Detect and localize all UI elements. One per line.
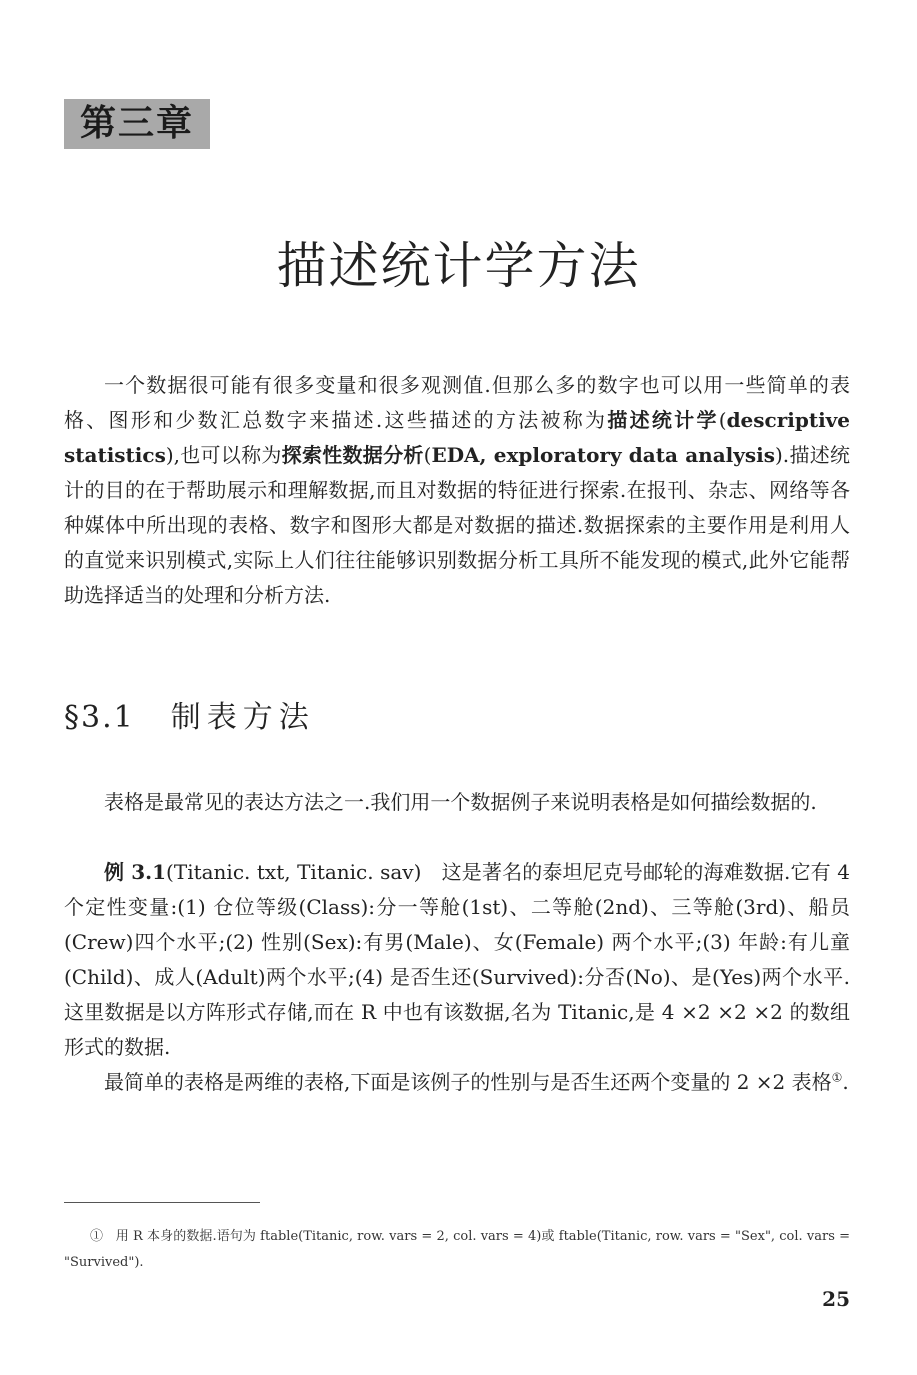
section-number: §3.1	[64, 700, 135, 735]
footnote	[64, 1224, 850, 1276]
page-number: 25	[822, 1287, 850, 1311]
example-paragraph	[64, 855, 850, 1065]
term-eda: 探索性数据分析	[281, 443, 424, 467]
footnote-reference[interactable]: ①	[831, 1070, 843, 1085]
section-heading	[64, 698, 315, 738]
term-eda-en: EDA, exploratory data analysis	[431, 443, 775, 467]
body-paragraph-1: 表格是最常见的表达方法之一.我们用一个数据例子来说明表格是如何描绘数据的.	[104, 790, 817, 814]
chapter-title: 描述统计学方法	[276, 237, 641, 295]
intro-text-5: ).描述统计的目的在于帮助展示和理解数据,而且对数据的特征进行探索.在报刊、杂志、网络等各种媒体中所出现的表格、数字和图形大都是对数据的描述.数据探索的主要作用是利用人的直觉来识别模式,实际上人们往往能够识别数据分析工具所不能发现的模式,此外它能帮助选择适当的处理和分析方法.	[64, 443, 850, 607]
term-descriptive-statistics-en: descriptive statistics	[64, 408, 851, 467]
intro-text-4: (	[423, 443, 432, 467]
example-label: 例 3.1	[104, 860, 167, 884]
footnote-divider	[64, 1202, 260, 1203]
body-paragraph-3	[64, 1065, 850, 1100]
footnote-text: 用 R 本身的数据.语句为 ftable(Titanic, row. vars = 2, col. vars = 4)或 ftable(Titanic, row. vars = "Sex", col. vars = "Survived").	[64, 1229, 850, 1270]
term-descriptive-statistics: 描述统计学	[607, 408, 719, 432]
body-paragraph-3-end: .	[842, 1070, 849, 1094]
intro-text-3: ),也可以称为	[165, 443, 282, 467]
chapter-label: 第三章	[64, 99, 210, 149]
intro-text-1: 一个数据很可能有很多变量和很多观测值.但那么多的数字也可以用一些简单的表格、图形和少数汇总数字来描述.这些描述的方法被称为	[64, 373, 850, 432]
footnote-mark: ①	[90, 1229, 104, 1244]
section-title: 制表方法	[170, 700, 315, 735]
body-paragraph-3-text: 最简单的表格是两维的表格,下面是该例子的性别与是否生还两个变量的 2 ×2 表格	[104, 1070, 832, 1094]
example-text: (Titanic. txt, Titanic. sav) 这是著名的泰坦尼克号邮轮的海难数据.它有 4 个定性变量:(1) 仓位等级(Class):分一等舱(1st)、二等舱(2nd)、三等舱(3rd)、船员(Crew)四个水平;(2) 性别(Sex):有男(Male)、女(Female) 两个水平;(3) 年龄:有儿童(Child)、成人(Adult)两个水平;(4) 是否生还(Survived):分否(No)、是(Yes)两个水平.这里数据是以方阵形式存储,而在 R 中也有该数据,名为 Titanic,是 4 ×2 ×2 ×2 的数组形式的数据.	[64, 860, 850, 1059]
intro-text-2: (	[718, 408, 727, 432]
intro-paragraph	[64, 368, 850, 613]
